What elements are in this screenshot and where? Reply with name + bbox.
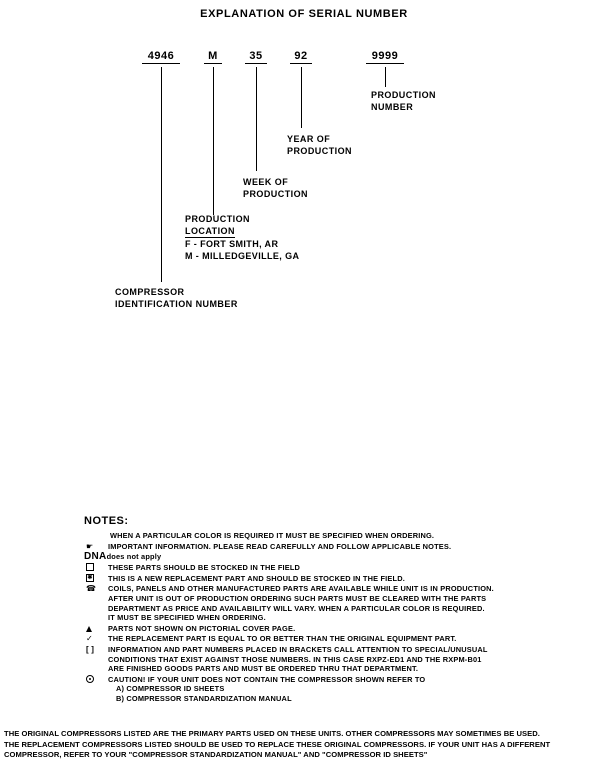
note-brackets-line2: CONDITIONS THAT EXIST AGAINST THOSE NUMBERS. IN THIS CASE RXPZ-ED1 AND THE RXPM-B01 (108, 654, 482, 664)
note-parts-not-shown (84, 624, 554, 634)
footer-line-2: THE REPLACEMENT COMPRESSORS LISTED SHOULD BE USED TO REPLACE THESE ORIGINAL COMPRESSORS. IF YOUR UNIT HAS A DIFFERENT (4, 739, 551, 749)
note-dna-legend (84, 552, 554, 562)
dna-abbrev: DNA (84, 551, 107, 563)
leader-line-year (301, 67, 302, 128)
callout-location-line3: F - FORT SMITH, AR (185, 239, 279, 249)
dna-meaning: does not apply (106, 552, 162, 562)
note-new-replacement-part-text: THIS IS A NEW REPLACEMENT PART AND SHOULD BE STOCKED IN THE FIELD. (108, 573, 405, 583)
note-parts-not-shown-text: PARTS NOT SHOWN ON PICTORIAL COVER PAGE. (108, 623, 296, 633)
callout-location-line2: LOCATION (185, 226, 235, 236)
note-stock-in-field (84, 563, 554, 573)
serial-segment-code-week: 35 (245, 50, 267, 64)
callout-week-of-production (243, 176, 308, 200)
pointing-hand-icon: ☛ (86, 541, 94, 551)
note-important (84, 542, 554, 552)
callout-compressor-identification (115, 286, 238, 310)
callout-compressor-line2: IDENTIFICATION NUMBER (115, 299, 238, 309)
serial-segment-code-production-number: 9999 (366, 50, 404, 64)
starred-square-icon (84, 574, 108, 584)
note-brackets-text (108, 645, 554, 674)
callout-location-line1: PRODUCTION (185, 214, 250, 224)
note-manufactured-parts-line2: AFTER UNIT IS OUT OF PRODUCTION ORDERING SUCH PARTS MUST BE CLEARED WITH THE PARTS (108, 593, 487, 603)
note-manufactured-parts (84, 584, 554, 622)
note-color-requirement: WHEN A PARTICULAR COLOR IS REQUIRED IT MUST BE SPECIFIED WHEN ORDERING. (110, 531, 435, 540)
notes-heading: NOTES: (84, 515, 129, 527)
footer-line-3: COMPRESSOR, REFER TO YOUR "COMPRESSOR STANDARDIZATION MANUAL" AND "COMPRESSOR ID SHEETS" (4, 750, 428, 759)
footer-paragraph (4, 729, 608, 761)
serial-segment-code-year: 92 (290, 50, 312, 64)
footer-line-1: THE ORIGINAL COMPRESSORS LISTED ARE THE PRIMARY PARTS USED ON THESE UNITS. OTHER COMPRESSORS MAY SOMETIMES BE USED. (4, 729, 540, 738)
telephone-icon: ☎ (86, 584, 97, 594)
note-equal-or-better-text: THE REPLACEMENT PART IS EQUAL TO OR BETTER THAN THE ORIGINAL EQUIPMENT PART. (108, 634, 457, 644)
callout-production-location (185, 213, 299, 262)
note-caution-line1: CAUTION! IF YOUR UNIT DOES NOT CONTAIN THE COMPRESSOR SHOWN REFER TO (108, 674, 426, 684)
callout-year-line2: PRODUCTION (287, 146, 352, 156)
leader-line-week (256, 67, 257, 171)
note-manufactured-parts-line3: DEPARTMENT AS PRICE AND AVAILABILITY WILL VARY. WHEN A PARTICULAR COLOR IS REQUIRED. (108, 603, 485, 613)
note-equal-or-better (84, 634, 554, 644)
callout-compressor-line1: COMPRESSOR (115, 287, 185, 297)
callout-week-line2: PRODUCTION (243, 189, 308, 199)
filled-triangle-icon (84, 624, 108, 634)
note-brackets (84, 645, 554, 674)
callout-production-number (371, 89, 436, 113)
serial-segment-code-compressor-id: 4946 (142, 50, 180, 64)
note-new-replacement-part (84, 574, 554, 584)
checkmark-icon: ✓ (86, 634, 93, 644)
note-manufactured-parts-text (108, 584, 554, 622)
callout-year-of-production (287, 133, 352, 157)
serial-segment-code-production-location: M (204, 50, 222, 64)
callout-location-line4: M - MILLEDGEVILLE, GA (185, 251, 300, 261)
leader-line-compressor-id (161, 67, 162, 282)
note-caution-compressor (84, 675, 554, 704)
callout-production-number-line2: NUMBER (371, 102, 414, 112)
note-brackets-line1: INFORMATION AND PART NUMBERS PLACED IN BRACKETS CALL ATTENTION TO SPECIAL/UNUSUAL (108, 644, 488, 654)
callout-production-number-line1: PRODUCTION (371, 90, 436, 100)
note-caution-line2: A) COMPRESSOR ID SHEETS (116, 684, 225, 694)
caution-circle-icon (84, 675, 108, 685)
note-manufactured-parts-line1: COILS, PANELS AND OTHER MANUFACTURED PARTS ARE AVAILABLE WHILE UNIT IS IN PRODUCTION. (108, 584, 494, 594)
page-title: EXPLANATION OF SERIAL NUMBER (200, 8, 408, 20)
note-manufactured-parts-line4: IT MUST BE SPECIFIED WHEN ORDERING. (108, 613, 266, 623)
leader-line-production-location (213, 67, 214, 215)
brackets-icon: [ ] (86, 644, 95, 654)
note-stock-in-field-text: THESE PARTS SHOULD BE STOCKED IN THE FIELD (108, 563, 301, 573)
notes-list (84, 531, 554, 705)
callout-year-line1: YEAR OF (287, 134, 331, 144)
note-caution-compressor-text (108, 675, 554, 704)
callout-week-line1: WEEK OF (243, 177, 289, 187)
note-caution-line3: B) COMPRESSOR STANDARDIZATION MANUAL (116, 693, 292, 703)
empty-square-icon (84, 563, 108, 573)
leader-line-production-number (385, 67, 386, 87)
note-brackets-line3: ARE FINISHED GOODS PARTS AND MUST BE ORDERED THRU THAT DEPARTMENT. (108, 664, 419, 674)
note-important-text: IMPORTANT INFORMATION. PLEASE READ CAREFULLY AND FOLLOW APPLICABLE NOTES. (108, 541, 452, 551)
